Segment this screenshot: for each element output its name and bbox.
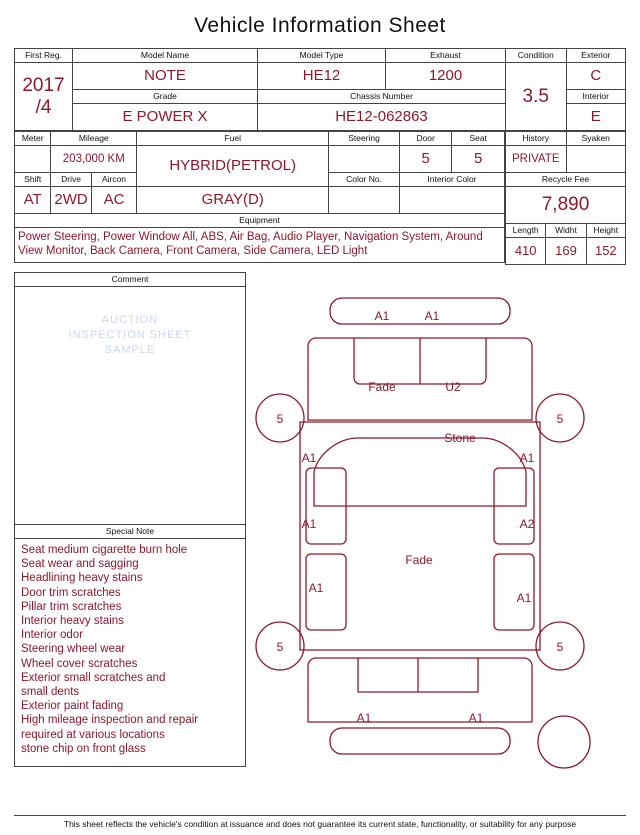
special-note-line: Interior odor xyxy=(21,629,84,642)
bottom-section xyxy=(14,272,626,777)
special-note-header: Special Note xyxy=(14,525,246,539)
interior-color-value xyxy=(399,187,504,214)
table-row xyxy=(506,49,626,63)
mark-hood-right: U2 xyxy=(445,380,461,394)
model-type-label: Model Type xyxy=(258,49,386,63)
syaken-label: Syaken xyxy=(566,132,626,146)
comment-body xyxy=(14,287,246,525)
table-row xyxy=(15,146,505,173)
door-label: Door xyxy=(399,132,452,146)
height-value: 152 xyxy=(586,238,625,265)
table-row xyxy=(506,238,626,265)
special-note-line: Pillar trim scratches xyxy=(21,600,122,613)
drive-value: 2WD xyxy=(51,187,91,214)
vehicle-spec-left xyxy=(14,131,505,263)
equipment-value: Power Steering, Power Window All, ABS, Air Bag, Audio Player, Navigation System, Around View Monitor, Back Camera, Front Camera, Side Camera, LED Light xyxy=(14,228,505,263)
condition-value: 3.5 xyxy=(506,63,567,131)
mark-right-front-door: A1 xyxy=(519,451,535,465)
aircon-label: Aircon xyxy=(91,173,136,187)
vehicle-details-left xyxy=(14,48,505,131)
equipment-label: Equipment xyxy=(14,214,505,228)
mark-rear-left: A1 xyxy=(356,711,372,725)
mark-top-left: A1 xyxy=(374,309,390,323)
special-note-line: Headlining heavy stains xyxy=(21,572,143,585)
spec-table xyxy=(14,131,505,214)
table-row xyxy=(15,49,506,63)
grade-label: Grade xyxy=(73,90,258,104)
interior-label: Interior xyxy=(566,90,626,104)
recycle-fee-label: Recycle Fee xyxy=(506,173,626,187)
length-value: 410 xyxy=(506,238,546,265)
grade-value: E POWER X xyxy=(73,104,258,131)
special-note-line: stone chip on front glass xyxy=(21,742,146,755)
comment-header: Comment xyxy=(14,272,246,287)
footer-disclaimer: This sheet reflects the vehicle's condition at issuance and does not guarantee its current state, functionality, or suitability for any purpose xyxy=(14,815,626,829)
seat-label: Seat xyxy=(452,132,505,146)
first-reg-label: First Reg. xyxy=(15,49,73,63)
vehicle-details-section xyxy=(14,48,626,131)
notes-column xyxy=(14,272,246,777)
model-name-label: Model Name xyxy=(73,49,258,63)
recycle-dimensions-table xyxy=(505,131,626,224)
special-note-line: required at various locations xyxy=(21,728,165,741)
interior-value: E xyxy=(566,104,626,131)
steering-value xyxy=(329,146,400,173)
table-row xyxy=(15,90,506,104)
mark-wheel-front-right: 5 xyxy=(556,412,564,426)
shift-label: Shift xyxy=(15,173,51,187)
mark-wheel-rear-right: 5 xyxy=(556,640,564,654)
width-label: Widht xyxy=(546,224,586,238)
width-value: 169 xyxy=(546,238,586,265)
model-name-value: NOTE xyxy=(73,63,258,90)
first-reg-month: /4 xyxy=(35,96,52,118)
mark-roof: Stone xyxy=(444,431,476,445)
interior-color-label: Interior Color xyxy=(399,173,504,187)
dimensions-table xyxy=(505,223,626,265)
recycle-fee-value: 7,890 xyxy=(506,187,626,224)
mileage-label: Mileage xyxy=(51,132,137,146)
table-row xyxy=(15,63,506,90)
table-row xyxy=(15,187,505,214)
first-reg-year: 2017 xyxy=(22,74,65,96)
meter-value xyxy=(15,146,51,173)
vehicle-spec-right xyxy=(505,131,626,265)
mileage-value: 203,000 KM xyxy=(51,146,137,173)
exterior-label: Exterior xyxy=(566,49,626,63)
exhaust-value: 1200 xyxy=(386,63,506,90)
syaken-value xyxy=(566,146,626,173)
shift-value: AT xyxy=(15,187,51,214)
vehicle-diagram xyxy=(254,272,626,777)
special-note-body xyxy=(14,539,246,767)
chassis-value: HE12-062863 xyxy=(258,104,506,131)
seat-value: 5 xyxy=(452,146,505,173)
special-note-line: Exterior small scratches and xyxy=(21,671,166,684)
special-note-line: Seat medium cigarette burn hole xyxy=(21,544,188,556)
table-row xyxy=(506,224,626,238)
door-value: 5 xyxy=(399,146,452,173)
mark-wheel-front-left: 5 xyxy=(276,412,284,426)
drive-label: Drive xyxy=(51,173,91,187)
special-note-line: Seat wear and sagging xyxy=(21,558,139,571)
car-damage-diagram xyxy=(254,272,626,772)
mark-right-rear-quarter: A1 xyxy=(516,591,532,605)
table-row xyxy=(15,104,506,131)
fuel-label: Fuel xyxy=(137,132,329,146)
table-row xyxy=(506,63,626,90)
length-label: Length xyxy=(506,224,546,238)
vehicle-spec-section xyxy=(14,131,626,265)
meter-label: Meter xyxy=(15,132,51,146)
mark-left-rear-door: A1 xyxy=(301,517,317,531)
body-color-value: GRAY(D) xyxy=(137,187,329,214)
vehicle-main-table xyxy=(14,48,506,131)
table-row xyxy=(506,187,626,224)
vehicle-details-right xyxy=(505,48,626,131)
special-note-line: Wheel cover scratches xyxy=(21,657,138,670)
steering-label: Steering xyxy=(329,132,400,146)
mark-hood-left: Fade xyxy=(368,380,396,394)
mark-rear-right: A1 xyxy=(468,711,484,725)
special-note-line: Door trim scratches xyxy=(21,586,121,599)
model-type-value: HE12 xyxy=(258,63,386,90)
special-note-line: Interior heavy stains xyxy=(21,615,124,628)
first-reg-value xyxy=(15,63,73,131)
mark-left-rear-quarter: A1 xyxy=(308,581,324,595)
condition-label: Condition xyxy=(506,49,567,63)
table-row xyxy=(506,146,626,173)
height-label: Height xyxy=(586,224,625,238)
mark-left-front-door: A1 xyxy=(301,451,317,465)
mark-top-right: A1 xyxy=(424,309,440,323)
aircon-value: AC xyxy=(91,187,136,214)
special-note-line: Steering wheel wear xyxy=(21,643,126,656)
chassis-label: Chassis Number xyxy=(258,90,506,104)
color-no-label: Color No. xyxy=(329,173,400,187)
mark-trunk: Fade xyxy=(405,553,433,567)
special-note-line: Exterior paint fading xyxy=(21,700,124,713)
page-title: Vehicle Information Sheet xyxy=(194,14,446,37)
history-value: PRIVATE xyxy=(506,146,567,173)
exhaust-label: Exhaust xyxy=(386,49,506,63)
condition-table xyxy=(505,48,626,131)
comment-watermark: AUCTION INSPECTION SHEET SAMPLE xyxy=(68,314,192,356)
history-label: History xyxy=(506,132,567,146)
exterior-value: C xyxy=(566,63,626,90)
table-row xyxy=(15,132,505,146)
color-no-value xyxy=(329,187,400,214)
special-note-line: High mileage inspection and repair xyxy=(21,714,199,727)
mark-wheel-rear-left: 5 xyxy=(276,640,284,654)
table-row xyxy=(506,173,626,187)
table-row xyxy=(506,132,626,146)
mark-right-rear-door: A2 xyxy=(519,517,535,531)
fuel-value: HYBRID(PETROL) xyxy=(137,146,329,187)
special-note-line: small dents xyxy=(21,686,80,699)
